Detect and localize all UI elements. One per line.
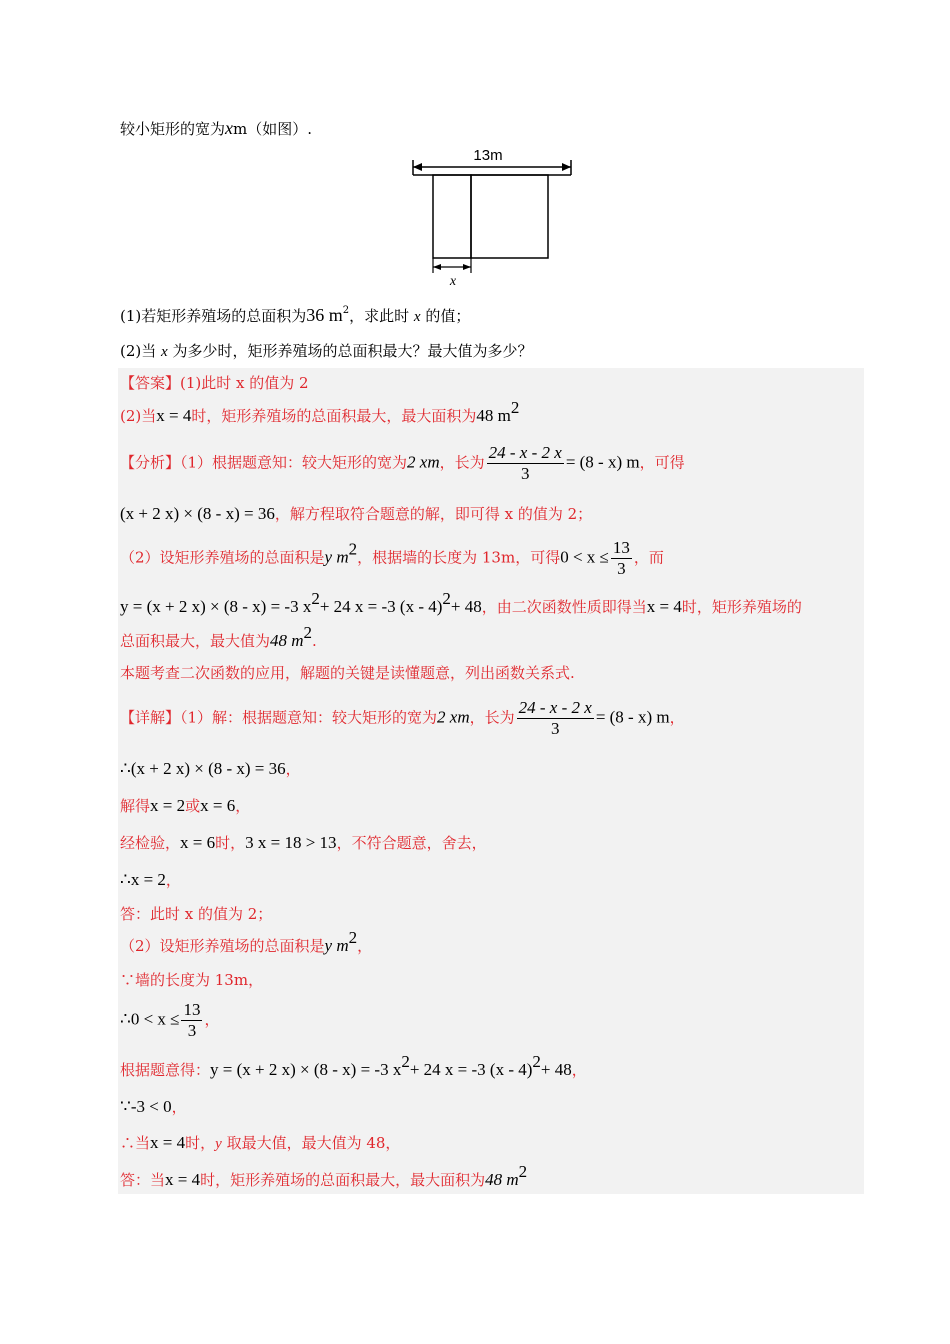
detail-l13-math: x = 4	[165, 1170, 201, 1189]
detail-l10-math3: + 48	[540, 1060, 572, 1079]
analysis-l3-frac-num: 13	[612, 538, 630, 557]
bottom-right-arrow	[463, 264, 471, 270]
analysis-line-5	[120, 623, 317, 651]
analysis-l5-exp: 2	[303, 623, 313, 642]
analysis-l4-exp1: 2	[311, 589, 320, 608]
detail-l10-exp2: 2	[532, 1052, 541, 1071]
top-right-arrow	[562, 163, 571, 171]
analysis-l4-math2: + 24 x = -3 (x - 4)	[319, 597, 443, 616]
detail-frac-den: 3	[550, 719, 560, 738]
q1-mid: ，求此时	[349, 307, 414, 325]
detail-l10-math2: + 24 x = -3 (x - 4)	[409, 1060, 533, 1079]
detail-l9-frac-num: 13	[183, 1000, 201, 1019]
q1-suffix: 的值；	[420, 307, 471, 325]
analysis-l5-math: 48 m	[270, 631, 304, 650]
detail-l3-mid: 或	[185, 797, 201, 815]
detail-l10-suffix: ，	[571, 1061, 587, 1079]
detail-l11-suffix: ，	[171, 1098, 187, 1116]
q2-var: x	[161, 344, 168, 360]
analysis-l1-suffix: ，可得	[639, 453, 685, 472]
analysis-l5-suffix: .	[312, 632, 317, 650]
bottom-label: x	[449, 274, 457, 289]
analysis-l4-exp2: 2	[442, 589, 451, 608]
detail-l10-exp1: 2	[401, 1052, 410, 1071]
analysis-l4-math1: y = (x + 2 x) × (8 - x) = -3 x	[120, 597, 312, 616]
q2-suffix: 为多少时，矩形养殖场的总面积最大？最大值为多少？	[167, 342, 533, 360]
rectangle-figure	[408, 140, 578, 290]
detail-line-7	[120, 928, 373, 956]
detail-l7-suffix: ，	[357, 937, 373, 955]
detail-l5-suffix: ，	[165, 871, 181, 889]
analysis-l3-ineq: 0 < x ≤	[560, 547, 609, 567]
detail-fraction	[517, 698, 594, 739]
detail-l10-prefix: 根据题意得：	[120, 1061, 211, 1079]
detail-l7-math: y m	[324, 936, 349, 955]
analysis-l2-math: (x + 2 x) × (8 - x) = 36	[120, 504, 275, 523]
detail-l3-math2: x = 6	[200, 796, 236, 815]
detail-l4-math1: x = 6	[180, 833, 216, 852]
analysis-frac-den: 3	[520, 464, 530, 483]
detail-l1-math1: 2 xm	[437, 707, 470, 727]
analysis-l3-frac-den: 3	[617, 559, 626, 578]
detail-line-13	[120, 1162, 528, 1190]
analysis-line-2	[120, 503, 592, 524]
detail-l11-math: ∵-3 < 0	[120, 1097, 172, 1116]
analysis-l1-prefix: 【分析】（1）根据题意知：较大矩形的宽为	[120, 453, 408, 472]
analysis-l4-math3: + 48	[450, 597, 482, 616]
detail-l1-suffix: ，	[669, 708, 685, 727]
detail-l9-fraction	[181, 1000, 202, 1041]
analysis-l3-exp: 2	[348, 539, 358, 559]
intro-var: x	[225, 118, 234, 138]
analysis-l3-math: y m	[324, 547, 349, 567]
detail-l2-suffix: ，	[285, 760, 301, 778]
top-left-arrow	[413, 163, 422, 171]
answer-l2-prefix: (2)当	[120, 407, 157, 425]
detail-l7-exp: 2	[348, 928, 358, 947]
detail-l4-suffix: ，不符合题意，舍去，	[336, 834, 487, 852]
detail-l2-math: ∴(x + 2 x) × (8 - x) = 36	[120, 759, 286, 778]
detail-l1-mid: ，长为	[469, 708, 515, 727]
q1-value: 36 m	[306, 305, 343, 325]
detail-line-1	[120, 698, 685, 739]
detail-line-11	[120, 1096, 187, 1117]
detail-frac-num: 24 - x - 2 x	[518, 698, 592, 717]
detail-l12-math: x = 4	[150, 1133, 186, 1152]
analysis-l2-text: ，解方程取符合题意的解，即可得 x 的值为 2；	[274, 505, 593, 523]
detail-line-10	[120, 1052, 587, 1080]
q2-prefix: (2)当	[120, 342, 162, 360]
detail-line-8: ∵墙的长度为 13m，	[120, 971, 264, 989]
small-rectangle	[433, 175, 471, 258]
detail-line-2	[120, 758, 301, 779]
analysis-l3-suffix: ，而	[633, 548, 664, 567]
analysis-l1-math1: 2 xm	[407, 452, 440, 472]
analysis-l1-mid: ，长为	[439, 453, 485, 472]
detail-line-4	[120, 832, 487, 853]
answer-l2-exp: 2	[510, 398, 520, 417]
detail-l9-frac-den: 3	[187, 1021, 197, 1040]
analysis-line-6: 本题考查二次函数的应用，解题的关键是读懂题意，列出函数关系式.	[120, 664, 575, 682]
intro-suffix: m（如图）.	[233, 120, 313, 138]
detail-l12-prefix: ∴当	[120, 1134, 151, 1152]
detail-l10-math1: y = (x + 2 x) × (8 - x) = -3 x	[210, 1060, 402, 1079]
detail-l1-prefix: 【详解】（1）解：根据题意知：较大矩形的宽为	[120, 708, 438, 727]
analysis-l3-prefix: （2）设矩形养殖场的总面积是	[120, 548, 325, 567]
analysis-fraction	[487, 443, 564, 484]
detail-l13-exp: 2	[518, 1162, 528, 1181]
q1-var: x	[413, 309, 421, 325]
intro-line	[120, 118, 312, 139]
analysis-l4-text: ，由二次函数性质即得当	[481, 598, 647, 616]
detail-line-9	[120, 1000, 220, 1041]
detail-l13-mid: 时，矩形养殖场的总面积最大，最大面积为	[200, 1171, 486, 1189]
detail-l1-math2: = (8 - x) m	[595, 707, 670, 727]
analysis-l3-mid: ，根据墙的长度为 13m，可得	[357, 548, 561, 567]
top-label: 13m	[473, 147, 503, 164]
detail-line-12	[120, 1132, 400, 1153]
detail-l7-prefix: （2）设矩形养殖场的总面积是	[120, 937, 325, 955]
answer-l2-value: 48 m	[476, 406, 511, 425]
intro-prefix: 较小矩形的宽为	[120, 120, 226, 138]
question-2	[120, 340, 532, 361]
q1-exp: 2	[342, 305, 350, 316]
detail-line-6: 答：此时 x 的值为 2；	[120, 905, 273, 923]
detail-l12-suffix: 取最大值，最大值为 48，	[221, 1134, 401, 1152]
question-1	[120, 305, 470, 326]
detail-l4-mid: 时，	[215, 834, 246, 852]
detail-l9-suffix: ，	[204, 1010, 220, 1029]
detail-l4-math2: 3 x = 18 > 13	[245, 833, 337, 852]
analysis-frac-num: 24 - x - 2 x	[488, 443, 562, 462]
detail-l3-math1: x = 2	[150, 796, 186, 815]
detail-l4-prefix: 经检验，	[120, 834, 181, 852]
answer-line-1: 【答案】(1)此时 x 的值为 2	[120, 374, 309, 392]
q1-prefix: (1)若矩形养殖场的总面积为	[120, 307, 307, 325]
answer-line-2	[120, 398, 520, 426]
analysis-l1-math2: = (8 - x) m	[565, 452, 640, 472]
analysis-l3-fraction	[611, 538, 632, 579]
analysis-l4-math4: x = 4	[646, 597, 682, 616]
bottom-left-arrow	[433, 264, 441, 270]
detail-l12-mid: 时，	[185, 1134, 216, 1152]
detail-l12-var: y	[215, 1136, 222, 1152]
answer-l2-mid: 时，矩形养殖场的总面积最大，最大面积为	[191, 407, 477, 425]
detail-l13-value: 48 m	[485, 1170, 519, 1189]
detail-l5-math: ∴x = 2	[120, 870, 166, 889]
analysis-line-3	[120, 538, 664, 579]
analysis-line-4	[120, 589, 802, 617]
detail-l3-prefix: 解得	[120, 797, 151, 815]
analysis-l5-prefix: 总面积最大，最大值为	[120, 632, 271, 650]
detail-l3-suffix: ，	[235, 797, 251, 815]
analysis-line-1	[120, 443, 685, 484]
analysis-l4-suffix: 时，矩形养殖场的	[681, 598, 802, 616]
detail-l9-math: ∴0 < x ≤	[120, 1009, 180, 1029]
detail-line-5	[120, 869, 181, 890]
detail-line-3	[120, 795, 250, 816]
large-rectangle	[471, 175, 548, 258]
answer-l2-math: x = 4	[156, 406, 192, 425]
detail-l13-prefix: 答：当	[120, 1171, 166, 1189]
